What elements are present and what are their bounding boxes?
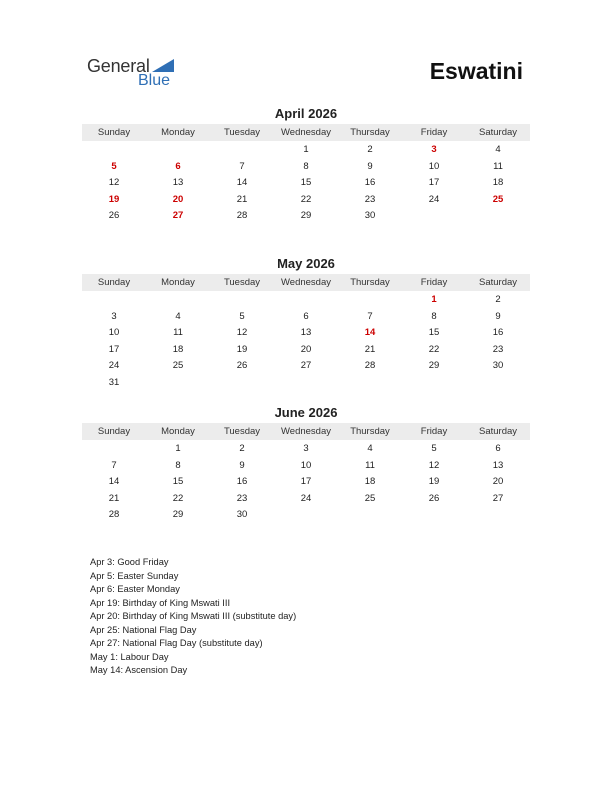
day-cell [338, 292, 402, 309]
day-cell: 9 [239, 459, 245, 471]
logo-text-general: General [87, 56, 150, 76]
day-cell: 10 [428, 160, 440, 172]
day-cell: 21 [236, 193, 248, 205]
weekday-header-row [82, 124, 530, 141]
month-title: April 2026 [274, 106, 338, 121]
day-cell: 4 [175, 310, 181, 322]
weekday-label: Thursday [350, 426, 390, 437]
day-cell [82, 292, 146, 309]
holiday-note: Apr 5: Easter Sunday [90, 570, 179, 581]
day-cell: 26 [428, 492, 440, 504]
day-cell: 25 [364, 492, 376, 504]
weekday-label: Sunday [97, 127, 131, 138]
week-row [82, 175, 530, 192]
logo-text-blue: Blue [138, 72, 171, 89]
weekday-label: Monday [161, 277, 195, 288]
day-cell [402, 375, 466, 392]
day-cell: 12 [108, 177, 120, 189]
weekday-label: Friday [420, 426, 448, 437]
day-cell: 20 [300, 343, 312, 355]
day-cell: 2 [495, 294, 501, 305]
day-cell: 27 [492, 492, 504, 504]
week-row [82, 441, 530, 458]
holiday-day-cell: 25 [492, 193, 504, 205]
day-cell: 14 [236, 177, 248, 189]
day-cell: 3 [303, 443, 309, 454]
week-row [82, 375, 530, 392]
day-cell: 25 [172, 360, 184, 372]
day-cell: 27 [300, 360, 312, 372]
day-cell: 22 [428, 343, 440, 355]
day-cell: 15 [172, 476, 184, 488]
holiday-day-cell: 20 [172, 193, 184, 205]
day-cell: 11 [365, 459, 375, 471]
day-cell [466, 375, 530, 392]
day-cell: 4 [495, 144, 501, 155]
day-cell: 23 [492, 343, 504, 355]
day-cell: 13 [492, 459, 504, 471]
country-title: Eswatini [429, 58, 523, 84]
day-cell: 24 [108, 360, 120, 372]
holiday-list [90, 556, 296, 678]
day-cell: 15 [300, 177, 312, 189]
holiday-day-cell: 6 [175, 160, 181, 172]
weekday-label: Friday [420, 277, 448, 288]
day-cell: 6 [495, 443, 501, 454]
day-cell: 29 [300, 210, 312, 222]
day-cell: 2 [367, 144, 373, 155]
day-cell: 5 [239, 310, 245, 322]
day-cell: 6 [303, 310, 309, 322]
day-cell: 8 [431, 310, 437, 322]
day-cell: 11 [173, 327, 183, 339]
weekday-label: Wednesday [281, 127, 331, 138]
week-row [82, 309, 530, 326]
weekday-label: Wednesday [281, 277, 331, 288]
day-cell: 30 [492, 360, 504, 372]
weekday-label: Sunday [97, 277, 131, 288]
day-cell: 7 [367, 310, 373, 322]
month-title: May 2026 [277, 256, 335, 271]
day-cell: 17 [300, 476, 312, 488]
day-cell: 22 [172, 492, 184, 504]
day-cell: 8 [175, 459, 181, 471]
day-cell [402, 507, 466, 524]
day-cell: 17 [108, 343, 120, 355]
day-cell: 28 [236, 210, 248, 222]
week-row [82, 325, 530, 342]
day-cell [146, 292, 210, 309]
day-cell: 16 [492, 327, 504, 339]
day-cell [338, 375, 402, 392]
holiday-note: May 14: Ascension Day [90, 665, 188, 675]
day-cell: 12 [428, 459, 440, 471]
day-cell: 19 [428, 476, 440, 488]
logo-triangle-icon [152, 59, 174, 72]
holiday-day-cell: 3 [431, 144, 437, 155]
day-cell: 20 [492, 476, 504, 488]
generalblue-logo [87, 56, 187, 92]
holiday-note: Apr 3: Good Friday [90, 557, 169, 567]
day-cell: 12 [236, 327, 248, 339]
week-row [82, 342, 530, 359]
day-cell: 16 [364, 177, 376, 189]
day-cell: 18 [492, 177, 504, 189]
week-row [82, 159, 530, 176]
weekday-label: Monday [161, 426, 195, 437]
day-cell [466, 208, 530, 225]
day-cell: 16 [236, 476, 248, 488]
weekday-header-row [82, 274, 530, 291]
holiday-note: Apr 25: National Flag Day [90, 624, 197, 635]
week-row [82, 142, 530, 159]
day-cell: 23 [236, 492, 248, 504]
week-row [82, 458, 530, 475]
holiday-note: Apr 19: Birthday of King Mswati III [90, 597, 231, 608]
month-calendar [82, 106, 530, 225]
day-cell: 18 [364, 476, 376, 488]
holiday-note: Apr 20: Birthday of King Mswati III (substitute day) [90, 611, 297, 621]
day-cell: 1 [175, 443, 181, 454]
day-cell: 31 [108, 376, 120, 388]
day-cell: 24 [428, 193, 440, 205]
day-cell [338, 507, 402, 524]
week-row [82, 192, 530, 209]
month-title: June 2026 [274, 405, 338, 420]
day-cell: 15 [428, 327, 440, 339]
day-cell [274, 507, 338, 524]
day-cell: 5 [431, 443, 437, 454]
week-row [82, 208, 530, 225]
day-cell [274, 375, 338, 392]
weekday-label: Thursday [350, 127, 390, 138]
day-cell: 28 [364, 360, 376, 372]
day-cell: 26 [236, 360, 248, 372]
day-cell: 21 [364, 343, 376, 355]
weekday-label: Monday [161, 127, 195, 138]
day-cell: 24 [300, 492, 312, 504]
month-calendar [82, 256, 530, 392]
day-cell: 13 [300, 327, 312, 339]
day-cell: 29 [172, 509, 184, 521]
weekday-label: Tuesday [223, 277, 261, 288]
day-cell: 30 [236, 509, 248, 521]
day-cell: 30 [364, 210, 376, 222]
day-cell [210, 375, 274, 392]
day-cell: 9 [495, 310, 501, 322]
holiday-day-cell: 19 [108, 193, 120, 205]
holiday-day-cell: 5 [111, 160, 117, 172]
holiday-day-cell: 27 [172, 210, 184, 222]
day-cell: 7 [111, 459, 117, 471]
day-cell: 23 [364, 193, 376, 205]
holiday-day-cell: 1 [431, 294, 437, 305]
week-row [82, 358, 530, 375]
weekday-label: Saturday [478, 277, 518, 288]
holiday-note: Apr 27: National Flag Day (substitute day) [90, 638, 263, 648]
day-cell: 1 [303, 144, 309, 155]
week-row [82, 292, 530, 309]
day-cell: 14 [108, 476, 120, 488]
day-cell: 13 [172, 177, 184, 189]
day-cell: 29 [428, 360, 440, 372]
day-cell: 4 [367, 443, 373, 454]
day-cell: 9 [367, 160, 373, 172]
weekday-label: Tuesday [223, 426, 261, 437]
weekday-label: Friday [420, 127, 448, 138]
weekday-label: Sunday [97, 426, 131, 437]
day-cell: 10 [108, 327, 120, 339]
day-cell: 11 [493, 160, 503, 172]
day-cell [146, 375, 210, 392]
day-cell: 22 [300, 193, 312, 205]
day-cell [82, 142, 146, 159]
day-cell: 10 [300, 459, 312, 471]
weekday-header-row [82, 423, 530, 440]
holiday-note: Apr 6: Easter Monday [90, 584, 180, 594]
day-cell: 17 [428, 177, 440, 189]
weekday-label: Thursday [350, 277, 390, 288]
day-cell [466, 507, 530, 524]
holiday-note: May 1: Labour Day [90, 651, 169, 662]
weekday-label: Saturday [478, 127, 518, 138]
week-row [82, 474, 530, 491]
weekday-label: Tuesday [223, 127, 261, 138]
day-cell: 26 [108, 210, 120, 222]
day-cell: 18 [172, 343, 184, 355]
day-cell [82, 441, 146, 458]
weekday-label: Saturday [478, 426, 518, 437]
day-cell: 19 [236, 343, 248, 355]
day-cell: 3 [111, 310, 117, 322]
month-calendar [82, 405, 530, 524]
week-row [82, 507, 530, 524]
weekday-label: Wednesday [281, 426, 331, 437]
day-cell [274, 292, 338, 309]
week-row [82, 491, 530, 508]
day-cell: 7 [239, 160, 245, 172]
day-cell [210, 292, 274, 309]
day-cell: 28 [108, 509, 120, 521]
day-cell: 21 [108, 492, 120, 504]
holiday-day-cell: 14 [364, 327, 376, 339]
day-cell: 2 [239, 443, 245, 454]
day-cell [210, 142, 274, 159]
day-cell [402, 208, 466, 225]
day-cell [146, 142, 210, 159]
day-cell: 8 [303, 160, 309, 172]
